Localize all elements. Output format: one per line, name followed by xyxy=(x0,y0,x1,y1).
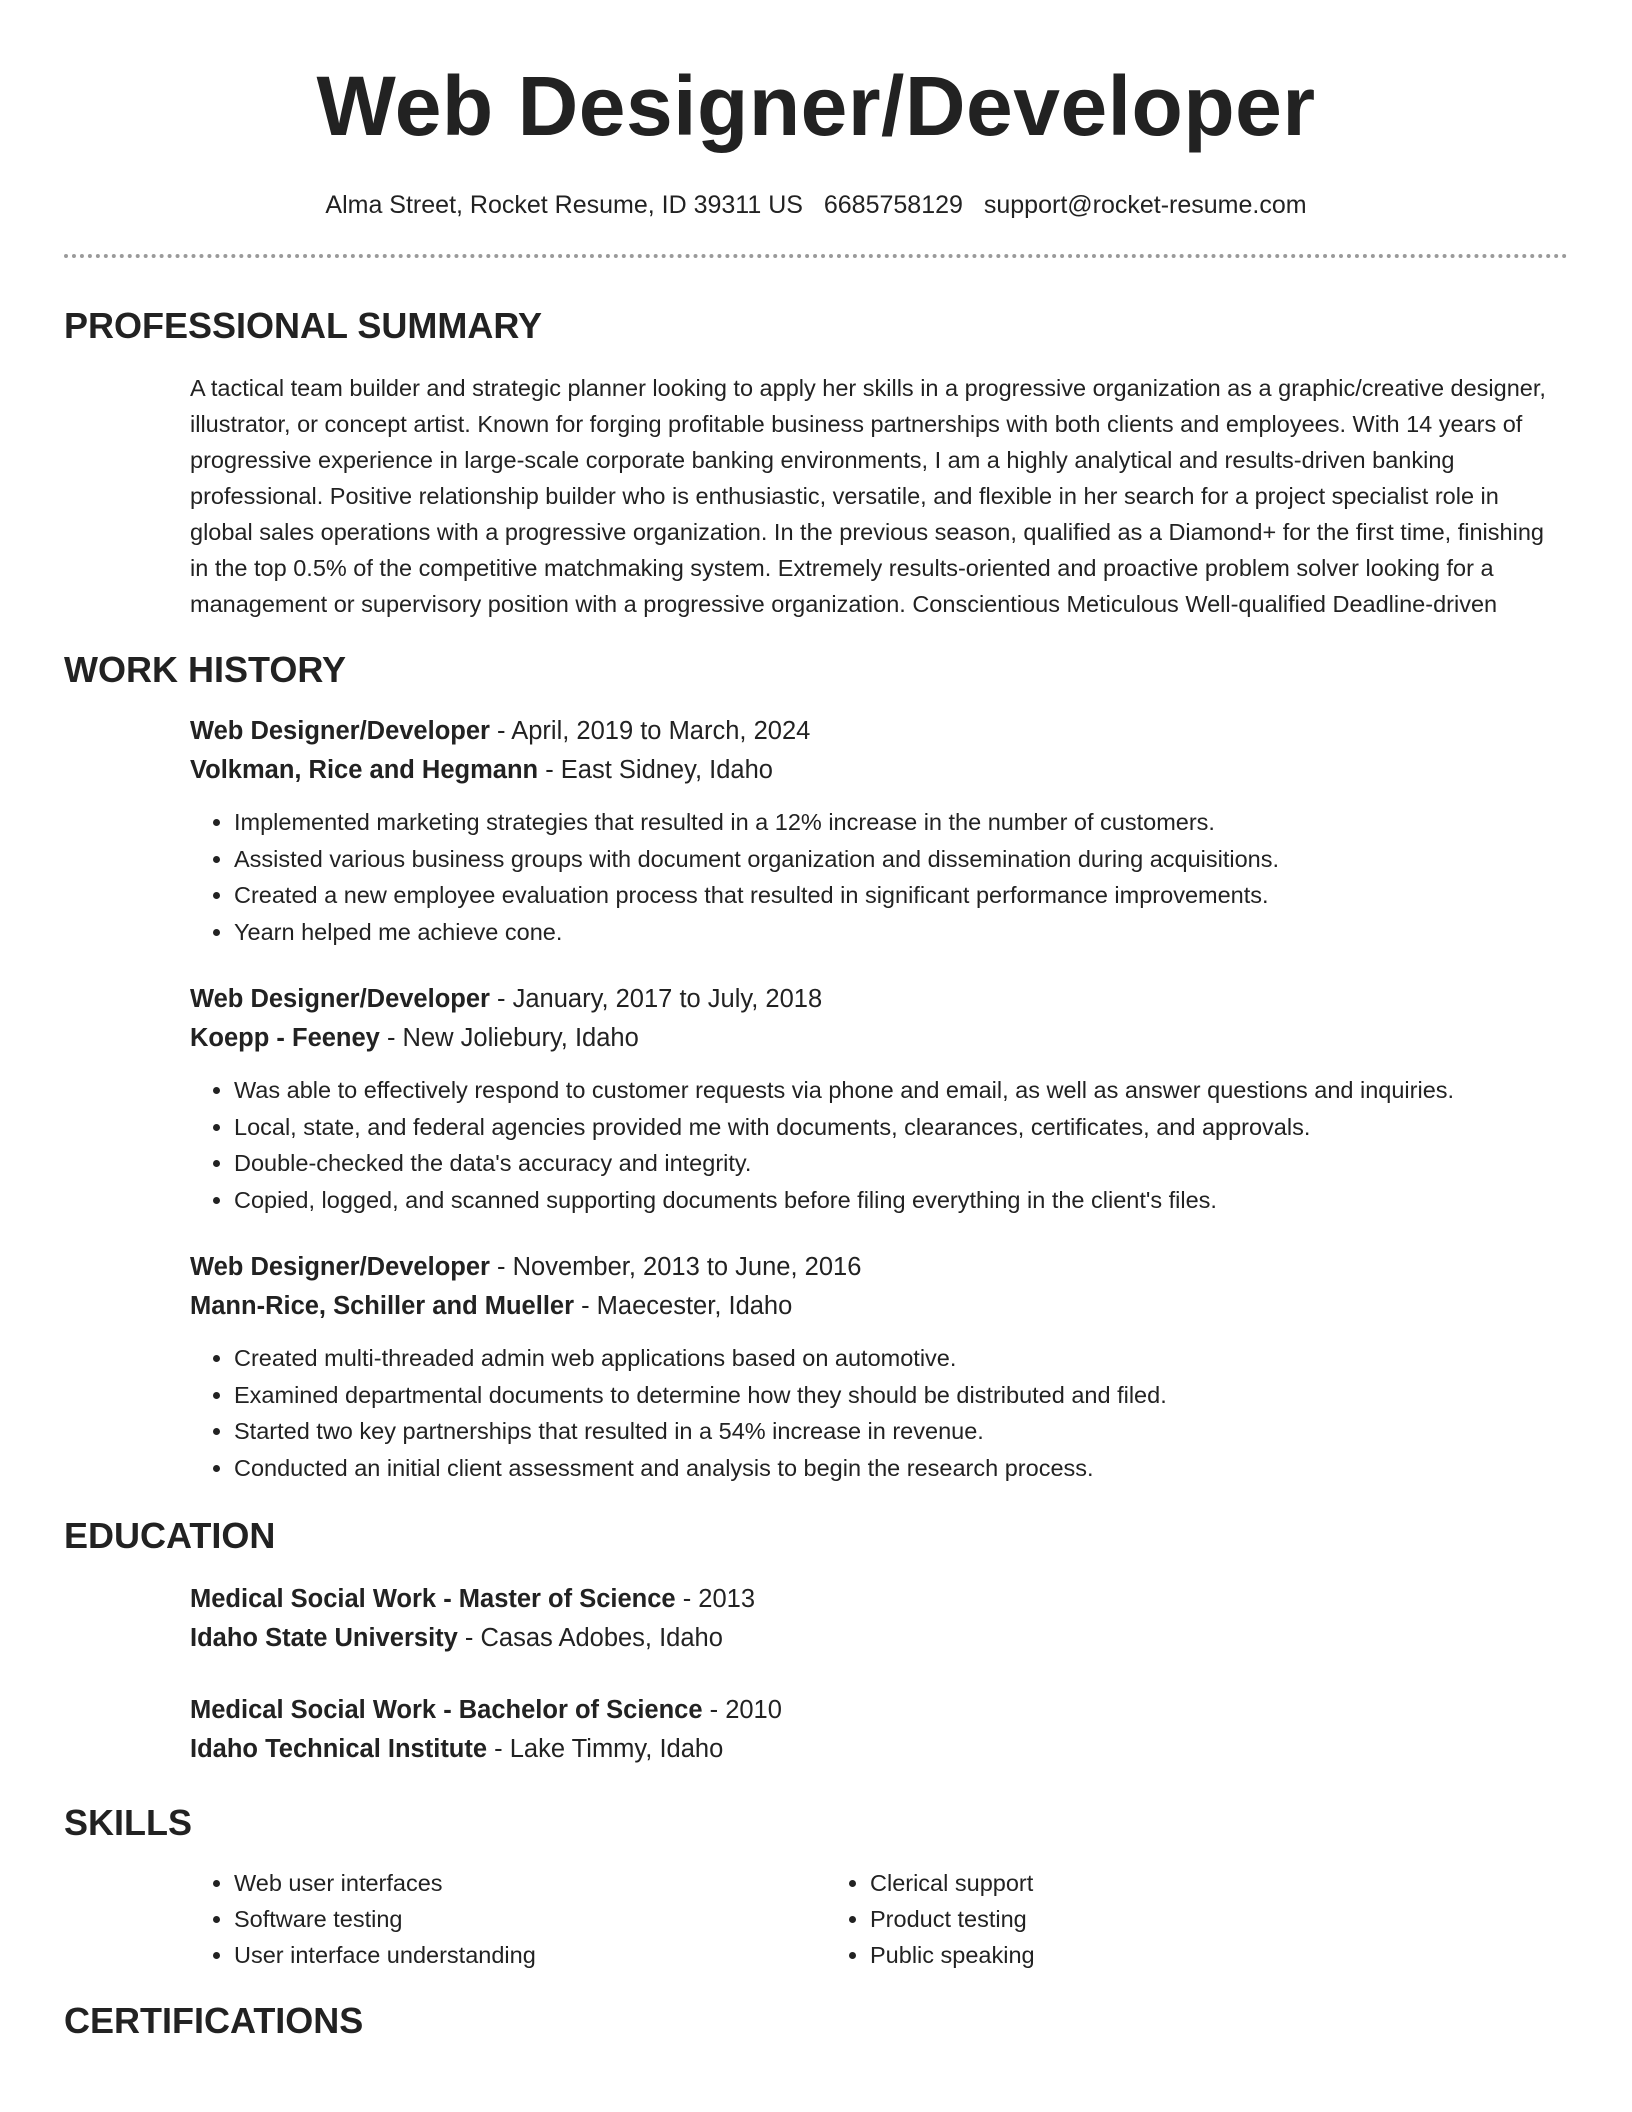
section-title-skills: SKILLS xyxy=(64,1802,193,1843)
skills-columns xyxy=(190,1865,1568,1973)
education-location: - Lake Timmy, Idaho xyxy=(487,1735,724,1763)
skill-item: • Product testing xyxy=(870,1901,1462,1937)
job-company: Mann-Rice, Schiller and Mueller xyxy=(190,1292,575,1320)
job-title: Web Designer/Developer xyxy=(190,717,490,745)
list-item: • Local, state, and federal agencies provided me with documents, clearances, certificates, and approvals. xyxy=(234,1109,1568,1146)
education-year: - 2010 xyxy=(702,1696,782,1724)
list-item: • Implemented marketing strategies that resulted in a 12% increase in the number of customers. xyxy=(234,804,1568,841)
job-company-line xyxy=(190,1019,1568,1058)
skills-list-right xyxy=(826,1865,1462,1973)
list-item: • Examined departmental documents to determine how they should be distributed and filed. xyxy=(234,1377,1568,1414)
job-company: Volkman, Rice and Hegmann xyxy=(190,756,539,784)
list-item: • Created multi-threaded admin web applications based on automotive. xyxy=(234,1340,1568,1377)
skill-item: • Clerical support xyxy=(870,1865,1462,1901)
section-title-work-history: WORK HISTORY xyxy=(64,649,347,690)
education-entry xyxy=(190,1691,1568,1769)
job-entry xyxy=(190,712,1568,950)
education-school-line xyxy=(190,1619,1568,1658)
job-title: Web Designer/Developer xyxy=(190,985,490,1013)
section-title-certifications: CERTIFICATIONS xyxy=(64,2000,364,2041)
education-degree: Medical Social Work - Master of Science xyxy=(190,1585,676,1613)
job-location: - Maecester, Idaho xyxy=(574,1292,793,1320)
contact-email: support@rocket-resume.com xyxy=(983,191,1307,219)
list-item: • Assisted various business groups with document organization and dissemination during acquisitions. xyxy=(234,841,1568,878)
contact-line xyxy=(64,190,1568,220)
job-location: - New Joliebury, Idaho xyxy=(379,1024,639,1052)
job-company: Koepp - Feeney xyxy=(190,1024,380,1052)
education-degree-line xyxy=(190,1580,1568,1619)
job-entry xyxy=(190,980,1568,1218)
skills-list-left xyxy=(190,1865,826,1973)
summary-paragraph: A tactical team builder and strategic planner looking to apply her skills in a progressive organization as a graphic/creative designer, illustrator, or concept artist. Known for forging profitable business partnerships with both clients and employees. With 14 years of progressive experience in large-scale corporate banking environments, I am a highly analytical and results-driven banking professional. Positive relationship builder who is enthusiastic, versatile, and flexible in her search for a project specialist role in global sales operations with a progressive organization. In the previous season, qualified as a Diamond+ for the first time, finishing in the top 0.5% of the competitive matchmaking system. Extremely results-oriented and proactive problem solver looking for a management or supervisory position with a progressive organization. Conscientious Meticulous Well-qualified Deadline-driven xyxy=(190,375,1546,617)
job-dates: - November, 2013 to June, 2016 xyxy=(489,1253,862,1281)
education-school-line xyxy=(190,1730,1568,1769)
skill-item: • Software testing xyxy=(234,1901,826,1937)
list-item: • Conducted an initial client assessment and analysis to begin the research process. xyxy=(234,1450,1568,1487)
education-school: Idaho State University xyxy=(190,1624,458,1652)
list-item: • Started two key partnerships that resulted in a 54% increase in revenue. xyxy=(234,1413,1568,1450)
list-item: • Yearn helped me achieve cone. xyxy=(234,914,1568,951)
education-degree-line xyxy=(190,1691,1568,1730)
list-item: • Was able to effectively respond to customer requests via phone and email, as well as answer questions and inquiries. xyxy=(234,1072,1568,1109)
job-location: - East Sidney, Idaho xyxy=(538,756,773,784)
contact-phone: 6685758129 xyxy=(823,191,963,219)
job-bullets xyxy=(190,1340,1568,1486)
header-divider xyxy=(64,254,1568,258)
job-dates: - April, 2019 to March, 2024 xyxy=(489,717,811,745)
job-title-line xyxy=(190,712,1568,751)
job-title: Web Designer/Developer xyxy=(190,1253,490,1281)
job-company-line xyxy=(190,751,1568,790)
skill-item: • Web user interfaces xyxy=(234,1865,826,1901)
education-degree: Medical Social Work - Bachelor of Science xyxy=(190,1696,703,1724)
skill-item: • Public speaking xyxy=(870,1937,1462,1973)
list-item: • Double-checked the data's accuracy and integrity. xyxy=(234,1145,1568,1182)
education-entry xyxy=(190,1580,1568,1658)
education-year: - 2013 xyxy=(675,1585,755,1613)
section-title-summary: PROFESSIONAL SUMMARY xyxy=(64,305,543,346)
job-title-line xyxy=(190,980,1568,1019)
resume-name: Web Designer/Developer xyxy=(316,59,1316,153)
education-school: Idaho Technical Institute xyxy=(190,1735,488,1763)
education-location: - Casas Adobes, Idaho xyxy=(457,1624,723,1652)
job-dates: - January, 2017 to July, 2018 xyxy=(489,985,823,1013)
contact-address: Alma Street, Rocket Resume, ID 39311 US xyxy=(325,191,803,219)
job-bullets xyxy=(190,1072,1568,1218)
job-title-line xyxy=(190,1248,1568,1287)
list-item: • Created a new employee evaluation process that resulted in significant performance improvements. xyxy=(234,877,1568,914)
list-item: • Copied, logged, and scanned supporting documents before filing everything in the client's files. xyxy=(234,1182,1568,1219)
skill-item: • User interface understanding xyxy=(234,1937,826,1973)
job-entry xyxy=(190,1248,1568,1486)
job-bullets xyxy=(190,804,1568,950)
job-company-line xyxy=(190,1287,1568,1326)
section-title-education: EDUCATION xyxy=(64,1515,276,1556)
